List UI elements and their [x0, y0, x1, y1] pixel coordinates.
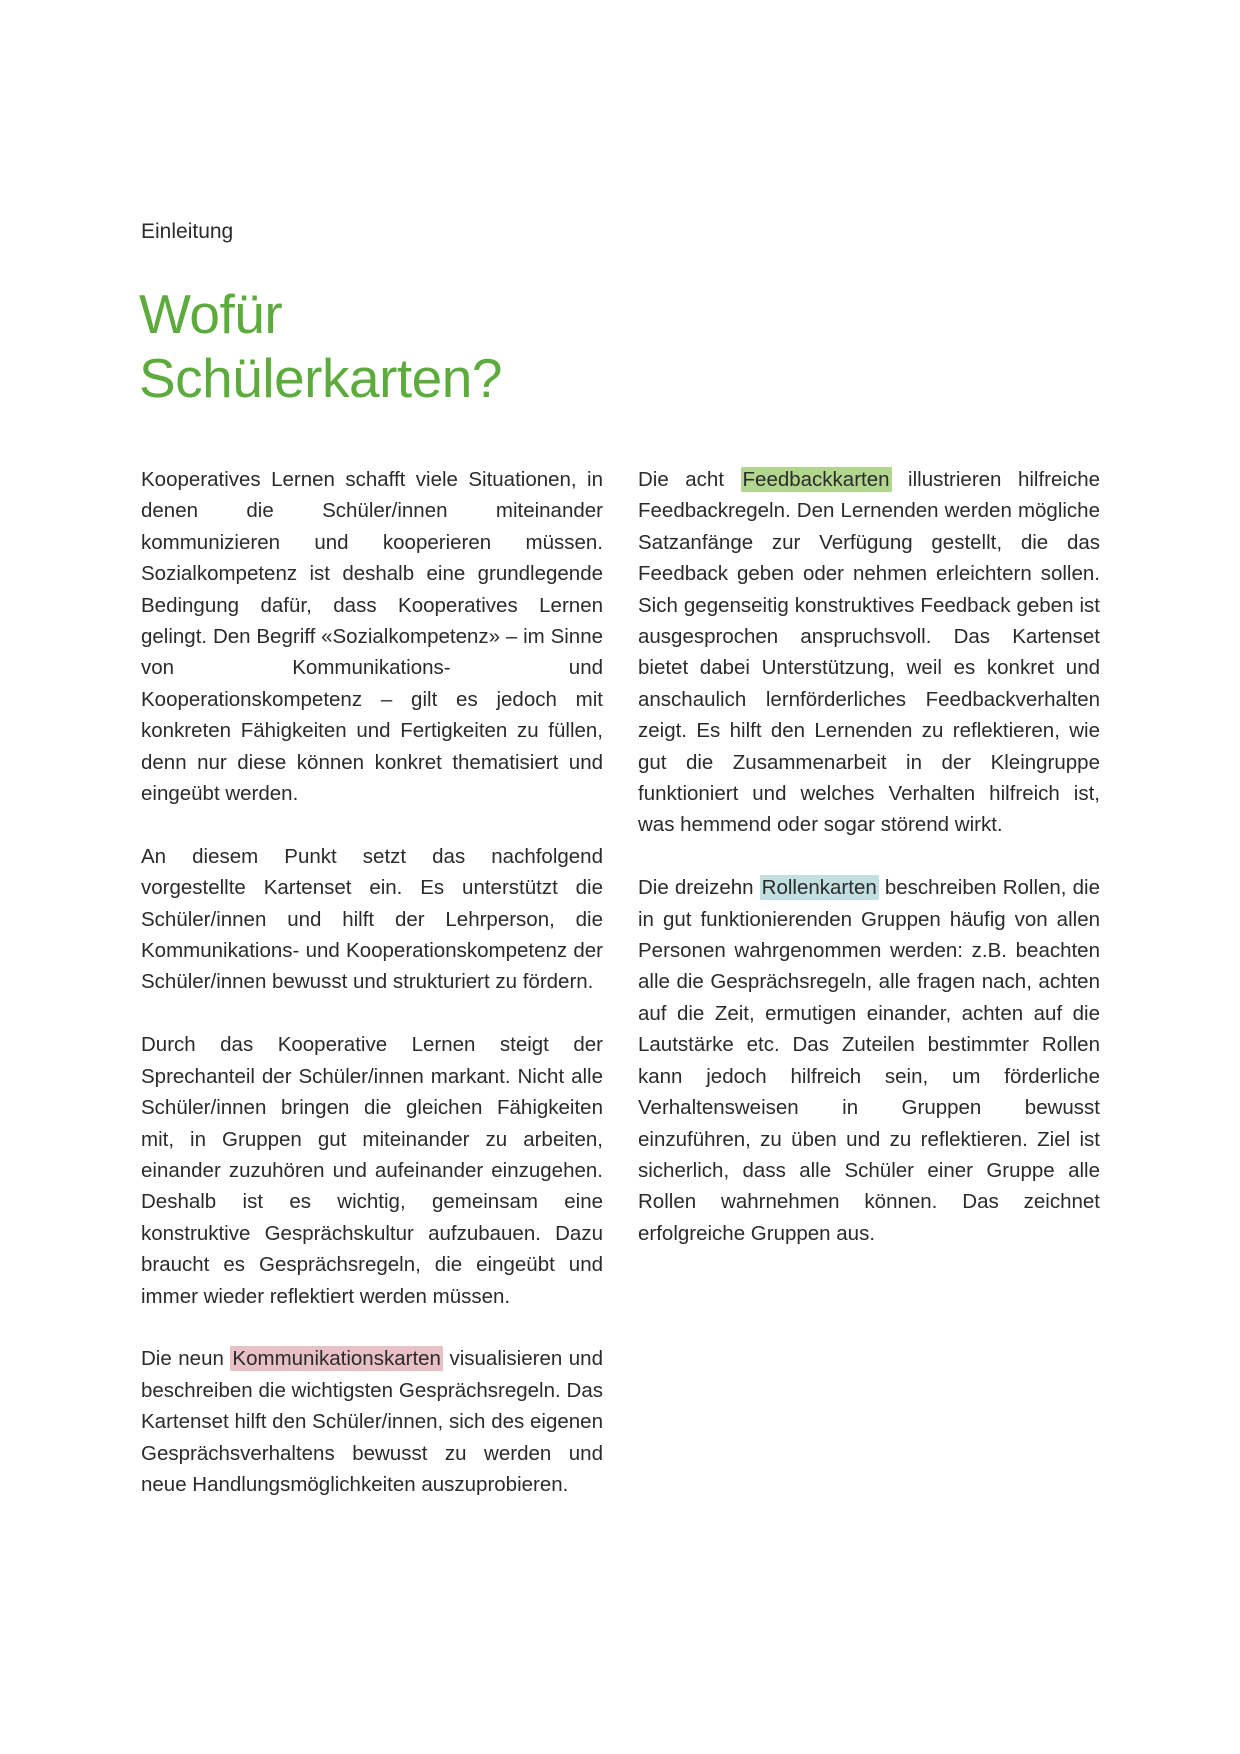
paragraph-kommunikationskarten	[141, 1343, 603, 1500]
paragraph-sprechanteil: Durch das Kooperative Lernen steigt der Sprechanteil der Schüler/innen markant. Nicht alle Schüler/innen bringen die gleichen Fähigkeiten mit, in Gruppen gut miteinander zu arbeiten, einander zuzuhören und aufeinander einzugehen. Deshalb ist es wichtig, gemeinsam eine konstruktive Gesprächskultur aufzubauen. Dazu braucht es Gesprächsregeln, die eingeübt und immer wieder reflektiert werden müssen.	[141, 1033, 603, 1308]
paragraph-kartenset: An diesem Punkt setzt das nachfolgend vorgestellte Kartenset ein. Es unterstützt die Schüler/innen und hilft der Lehrperson, die Kommunikations- und Kooperationskompetenz der Schüler/innen bewusst und strukturiert zu fördern.	[141, 844, 603, 994]
paragraph-text: beschreiben Rollen, die in gut funktionierenden Gruppen häufig von allen Personen wahrgenommen werden: z.B. beachten alle die Gesprächsregeln, alle fragen nach, achten auf die Zeit, ermutigen einander, achten auf die Lautstärke etc. Das Zuteilen bestimmter Rollen kann jedoch hilfreich sein, um förderliche Verhaltensweisen in Gruppen bewusst einzuführen, zu üben und zu reflektieren. Ziel ist sicherlich, dass alle Schüler einer Gruppe alle Rollen wahrnehmen können. Das zeichnet erfolgreiche Gruppen aus.	[638, 876, 1100, 1245]
paragraph-feedbackkarten	[638, 464, 1100, 841]
highlight-feedbackkarten: Feedbackkarten	[742, 468, 890, 491]
highlight-rollenkarten: Rollenkarten	[761, 876, 877, 900]
paragraph-text: Die dreizehn	[638, 876, 760, 900]
paragraph-text: Die neun	[141, 1347, 231, 1371]
highlight-kommunikationskarten: Kommunikationskarten	[232, 1347, 441, 1371]
paragraph-rollenkarten	[638, 872, 1100, 1249]
paragraph-intro: Kooperatives Lernen schafft viele Situationen, in denen die Schüler/innen miteinander kommunizieren und kooperieren müssen. Sozialkompetenz ist deshalb eine grundlegende Bedingung dafür, dass Kooperatives Lernen gelingt. Den Begriff «Sozialkompetenz» – im Sinne von Kommunikations- und Kooperationskompetenz – gilt es jedoch mit konkreten Fähigkeiten und Fertigkeiten zu füllen, denn nur diese können konkret thematisiert und eingeübt werden.	[141, 468, 603, 806]
section-label: Einleitung	[141, 220, 234, 243]
left-column	[141, 464, 603, 1532]
paragraph-text: visualisieren und beschreiben die wichtigsten Gesprächsregeln. Das Kartenset hilft den Schüler/innen, sich des eigenen Gesprächsverhaltens bewusst zu werden und neue Handlungsmöglichkeiten auszuprobieren.	[141, 1347, 603, 1496]
page-title-line-2: Schülerkarten?	[139, 347, 502, 409]
paragraph-text: illustrieren hilfreiche Feedbackregeln. Den Lernenden werden mögliche Satzanfänge zur Verfügung gestellt, die das Feedback geben oder nehmen erleichtern sollen. Sich gegenseitig konstruktives Feedback geben ist ausgesprochen anspruchsvoll. Das Kartenset bietet dabei Unterstützung, weil es konkret und anschaulich lernförderliches Feedbackverhalten zeigt. Es hilft den Lernenden zu reflektieren, wie gut die Zusammenarbeit in der Kleingruppe funktioniert und welches Verhalten hilfreich ist, was hemmend oder sogar störend wirkt.	[638, 468, 1100, 837]
page-title-line-1: Wofür	[139, 283, 283, 345]
paragraph-text: Die acht	[638, 468, 741, 491]
page-title	[139, 282, 502, 410]
right-column	[638, 464, 1100, 1281]
